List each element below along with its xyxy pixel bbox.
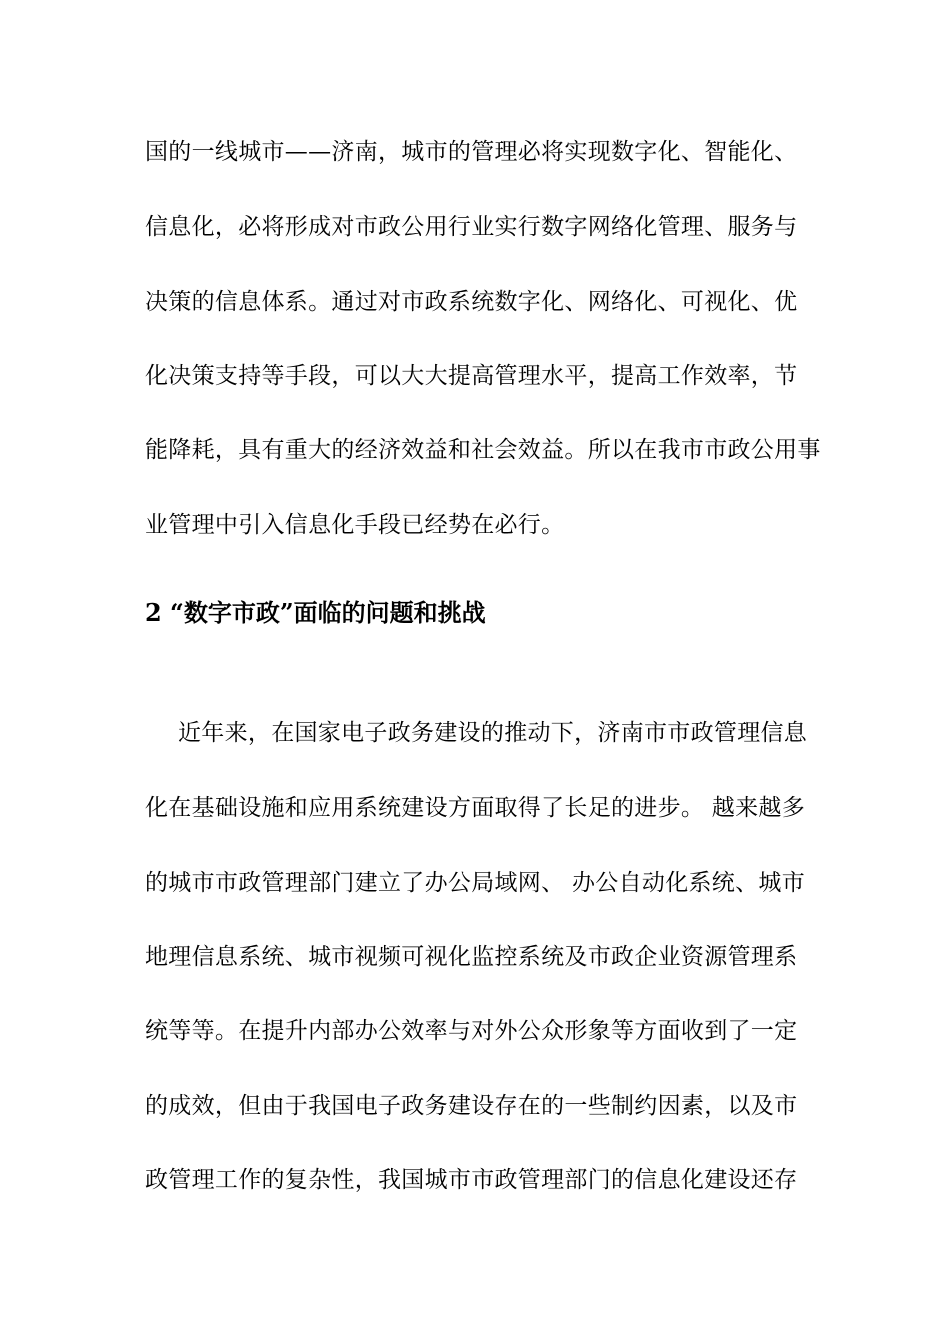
paragraph-line: 的成效，但由于我国电子政务建设存在的一些制约因素，以及市 [145, 1093, 798, 1119]
paragraph-line: 化在基础设施和应用系统建设方面取得了长足的进步。 越来越多 [145, 795, 806, 821]
paragraph-line: 的城市市政管理部门建立了办公局域网、 办公自动化系统、城市 [145, 870, 806, 896]
paragraph-line: 地理信息系统、城市视频可视化监控系统及市政企业资源管理系 [145, 944, 798, 970]
paragraph-line: 能降耗，具有重大的经济效益和社会效益。所以在我市市政公用事 [145, 437, 821, 463]
paragraph-line: 统等等。在提升内部办公效率与对外公众形象等方面收到了一定 [145, 1018, 798, 1044]
paragraph-line: 化决策支持等手段，可以大大提高管理水平，提高工作效率，节 [145, 363, 798, 389]
paragraph-line: 信息化，必将形成对市政公用行业实行数字网络化管理、服务与 [145, 214, 798, 240]
section-heading: 2 “数字市政”面临的问题和挑战 [145, 598, 486, 627]
paragraph-line: 业管理中引入信息化手段已经势在必行。 [145, 512, 565, 538]
paragraph-line: 近年来，在国家电子政务建设的推动下，济南市市政管理信息 [178, 720, 808, 746]
paragraph-line: 政管理工作的复杂性，我国城市市政管理部门的信息化建设还存 [145, 1167, 798, 1193]
paragraph-line: 国的一线城市——济南，城市的管理必将实现数字化、智能化、 [145, 139, 798, 165]
paragraph-line: 决策的信息体系。通过对市政系统数字化、网络化、可视化、优 [145, 289, 798, 315]
